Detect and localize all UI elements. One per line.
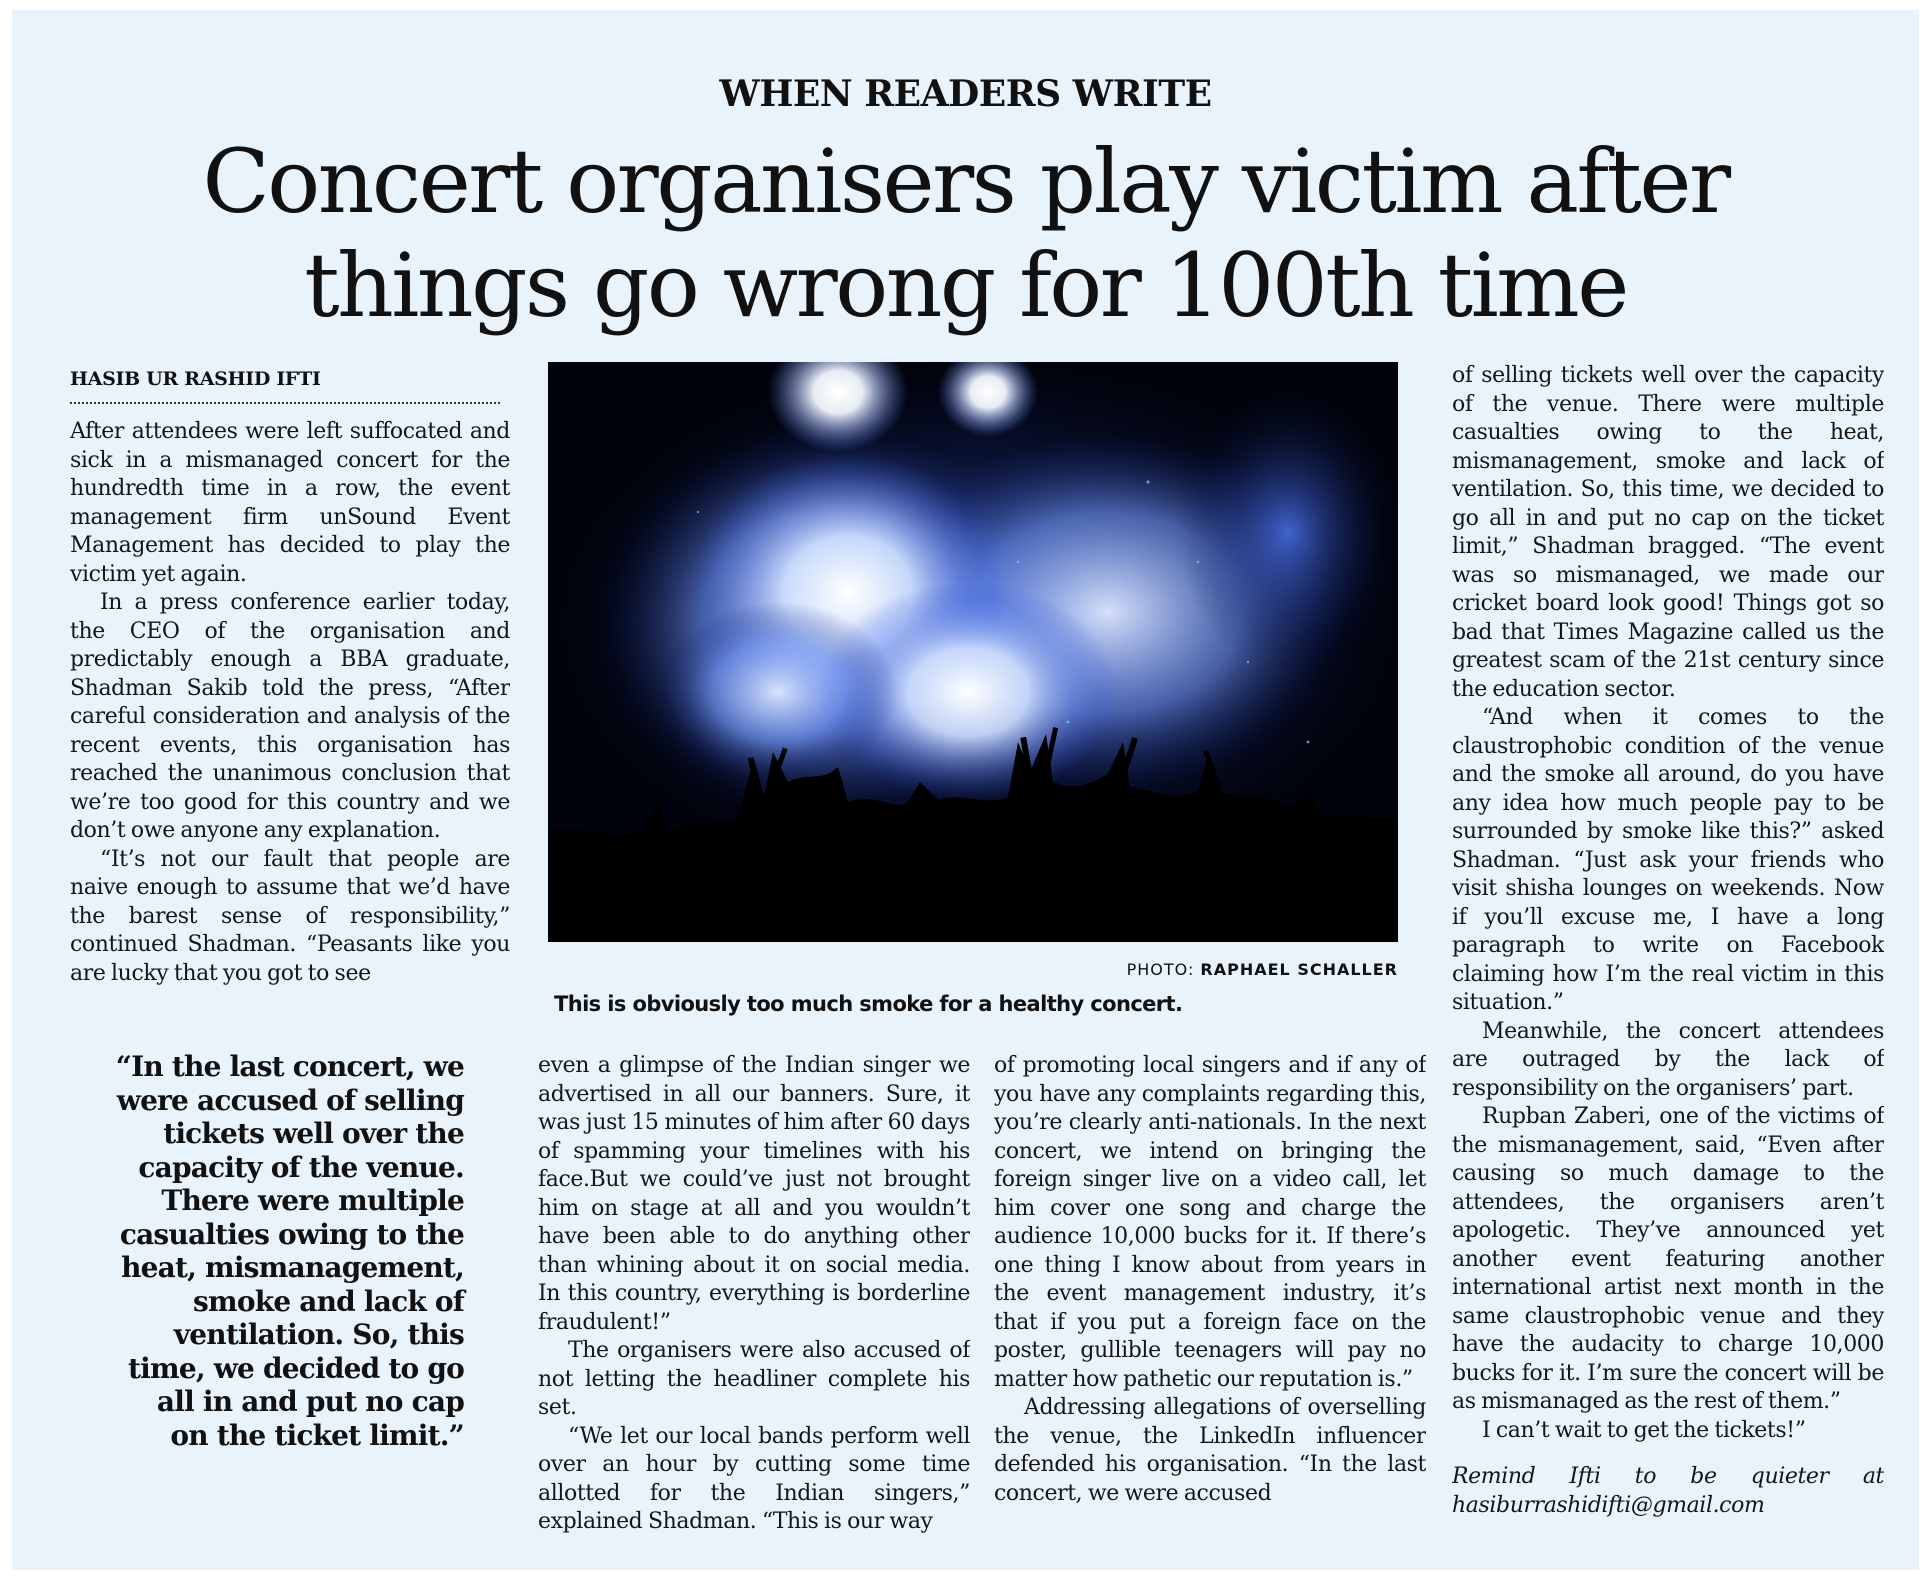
paragraph: In a press conference earlier today, the CEO of the organisation and predictably enough a BBA graduate, Shadman Sakib told the press, “After careful consideration and analysis of the recent events, this organisation has reached the unanimous conclusion that we’re too good for this country and we don’t owe anyone any explanation. (70, 590, 510, 843)
photo-credit (1012, 960, 1398, 979)
paragraph: After attendees were left suffocated and sick in a mismanaged concert for the hundredth time in a row, the event management firm unSound Event Management has decided to play the victim yet again. (70, 419, 510, 587)
concert-photo (548, 362, 1398, 942)
headline (12, 130, 1919, 338)
paragraph: “It’s not our fault that people are naive enough to assume that we’d have the barest sense of responsibility,” continued Shadman. “Peasants like you are lucky that you got to see (70, 846, 510, 986)
paragraph: I can’t wait to get the tickets!” (1482, 1417, 1806, 1443)
headline-line-2: things go wrong for 100th time (304, 234, 1627, 337)
article-column-3 (994, 1052, 1426, 1542)
byline: HASIB UR RASHID IFTI (70, 368, 500, 404)
paragraph: Meanwhile, the concert attendees are outraged by the lack of responsibility on the organisers’ part. (1452, 1018, 1884, 1101)
pull-quote: “In the last concert, we were accused of selling tickets well over the capacity of the venue. There were multiple casualties owing to the heat, mismanagement, smoke and lack of ventilation. So, this time, we decided to go all in and put no cap on the ticket limit.” (115, 1050, 464, 1452)
paragraph: of selling tickets well over the capacity of the venue. There were multiple casualties owing to the heat, mismanagement, smoke and lack of ventilation. So, this time, we decided to go all in and put no cap on the ticket limit,” Shadman bragged. “The event was so mismanaged, we made our cricket board look good! Things got so bad that Times Magazine called us the greatest scam of the 21st century since the education sector. (1452, 363, 1884, 702)
author-signoff: Remind Ifti to be quieter at hasiburrashidifti@gmail.com (1452, 1464, 1884, 1518)
paragraph: Rupban Zaberi, one of the victims of the mismanagement, said, “Even after causing so much damage to the attendees, the organisers aren’t apologetic. They’ve announced yet another event featuring another international artist next month in the same claustrophobic venue and they have the audacity to charge 10,000 bucks for it. I’m sure the concert will be as mismanaged as the rest of them.” (1452, 1104, 1884, 1414)
newspaper-page (12, 10, 1919, 1570)
paragraph: “We let our local bands perform well over an hour by cutting some time allotted for the Indian singers,” explained Shadman. “This is our way (538, 1423, 970, 1534)
smoke-stage-illustration (548, 362, 1398, 942)
paragraph: Addressing allegations of overselling the venue, the LinkedIn influencer defended his organisation. “In the last concert, we were accused (994, 1395, 1426, 1506)
article-column-2 (538, 1052, 970, 1542)
article-column-1 (70, 418, 510, 1018)
paragraph: of promoting local singers and if any of you have any complaints regarding this, you’re clearly anti-nationals. In the next concert, we intend on bringing the foreign singer live on a video call, let him cover one song and charge the audience 10,000 bucks for it. If there’s one thing I know about from years in the event management industry, it’s that if you put a foreign face on the poster, gullible teenagers will pay no matter how pathetic our reputation is.” (994, 1053, 1426, 1392)
paragraph: The organisers were also accused of not letting the headliner complete his set. (538, 1338, 970, 1420)
photo-credit-prefix: PHOTO: (1126, 960, 1195, 979)
photo-caption: This is obviously too much smoke for a healthy concert. (554, 992, 1183, 1016)
paragraph: even a glimpse of the Indian singer we advertised in all our banners. Sure, it was just 15 minutes of him after 60 days of spamming your timelines with his face.But we could’ve just not brought him on stage at all and you wouldn’t have been able to do anything other than whining about it on social media. In this country, everything is borderline fraudulent!” (538, 1053, 970, 1335)
headline-line-1: Concert organisers play victim after (202, 130, 1729, 233)
photo-credit-name: RAPHAEL SCHALLER (1200, 960, 1398, 979)
article-column-4 (1452, 362, 1884, 1542)
section-kicker: WHEN READERS WRITE (719, 73, 1212, 115)
paragraph: “And when it comes to the claustrophobic condition of the venue and the smoke all around, do you have any idea how much people pay to be surrounded by smoke like this?” asked Shadman. “Just ask your friends who visit shisha lounges on weekends. Now if you’ll excuse me, I have a long paragraph to write on Facebook claiming how I’m the real victim in this situation.” (1452, 705, 1884, 1015)
